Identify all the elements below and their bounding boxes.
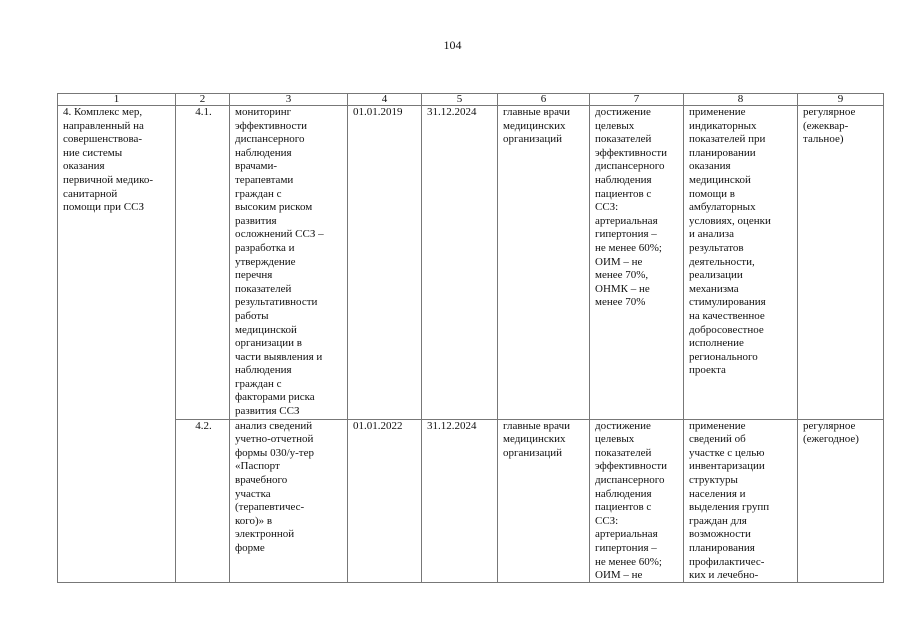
col-header-5: 5: [422, 94, 498, 106]
measures-table: [57, 93, 884, 583]
row-number-cell: 4.2.: [176, 419, 230, 582]
col-header-9: 9: [798, 94, 884, 106]
header-row: [58, 94, 884, 106]
col-header-8: 8: [684, 94, 798, 106]
col-header-7: 7: [590, 94, 684, 106]
characteristic-cell: [684, 419, 798, 582]
periodicity-cell: регулярное (ежеквар- тальное): [798, 106, 884, 420]
start-date-cell: 01.01.2022: [348, 419, 422, 582]
page-number: 104: [443, 38, 462, 52]
group-title-cell: 4. Комплекс мер, направленный на совершенствова- ние системы оказания первичной медико- санитарной помощи при ССЗ: [58, 106, 176, 583]
start-date-cell: 01.01.2019: [348, 106, 422, 420]
responsible-cell: главные врачи медицинских организаций: [498, 106, 590, 420]
table-row: [58, 106, 884, 420]
characteristic-cell: применение индикаторных показателей при планировании оказания медицинской помощи в амбулаторных условиях, оценки и анализа результатов деятельности, реализации механизма стимулирования на качественное добросовестное исполнение регионального проекта: [684, 106, 798, 420]
end-date-cell: 31.12.2024: [422, 106, 498, 420]
responsible-cell: главные врачи медицинских организаций: [498, 419, 590, 582]
col-header-2: 2: [176, 94, 230, 106]
col-header-4: 4: [348, 94, 422, 106]
col-header-6: 6: [498, 94, 590, 106]
periodicity-cell: регулярное (ежегодное): [798, 419, 884, 582]
col-header-3: 3: [230, 94, 348, 106]
action-cell: мониторинг эффективности диспансерного наблюдения врачами- терапевтами граждан с высоким риском развития осложнений ССЗ – разработка и утверждение перечня показателей результативности работы медицинской организации в части выявления и наблюдения граждан с факторами риска развития ССЗ: [230, 106, 348, 420]
end-date-cell: 31.12.2024: [422, 419, 498, 582]
table-row: [58, 419, 884, 582]
col-header-1: 1: [58, 94, 176, 106]
result-text: достижение целевых показателей эффективности диспансерного наблюдения пациентов с ССЗ: артериальная гипертония – не менее 60%; ОИМ – не: [595, 419, 668, 582]
row-number-cell: 4.1.: [176, 106, 230, 420]
characteristic-text: применение сведений об участке с целью инвентаризации структуры населения и выделения групп граждан для возможности планирования профилактичес- ких и лечебно-: [689, 419, 770, 582]
action-cell: [230, 419, 348, 582]
result-cell: достижение целевых показателей эффективности диспансерного наблюдения пациентов с ССЗ: артериальная гипертония – не менее 60%; ОИМ – не менее 70%, ОНМК – не менее 70%: [590, 106, 684, 420]
action-text: анализ сведений учетно-отчетной формы 030/у-тер «Паспорт врачебного участка (терапевтичес- кого)» в электронной форме: [235, 419, 314, 554]
result-cell: [590, 419, 684, 582]
